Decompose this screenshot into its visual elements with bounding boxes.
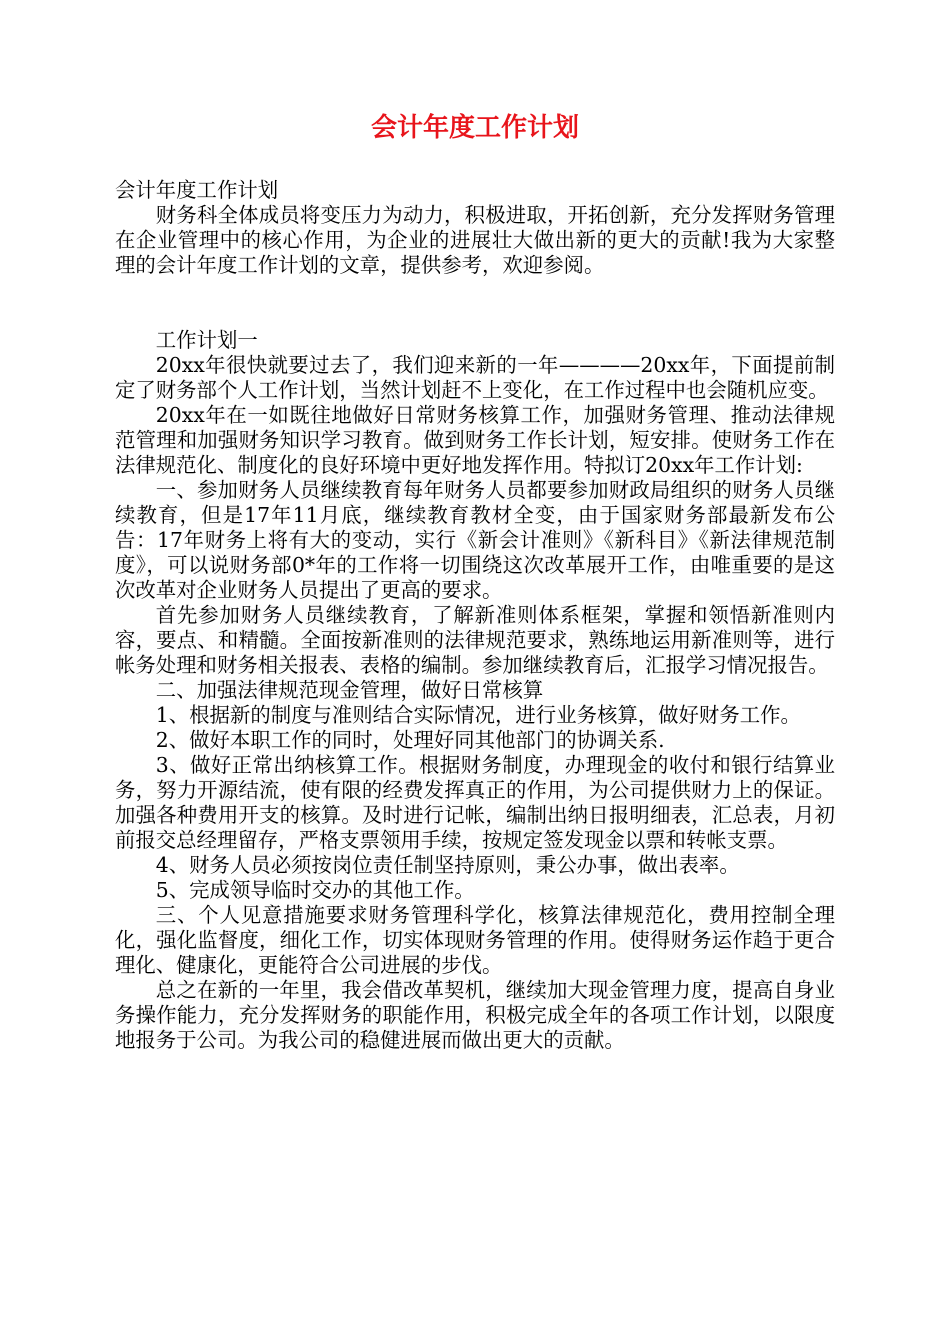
paragraph: 5、完成领导临时交办的其他工作。	[155, 878, 475, 902]
paragraph: 1、根据新的制度与准则结合实际情况，进行业务核算，做好财务工作。	[155, 703, 801, 727]
paragraph: 2、做好本职工作的同时，处理好同其他部门的协调关系.	[155, 728, 665, 752]
paragraph-spacer	[115, 278, 835, 328]
paragraph: 首先参加财务人员继续教育，了解新准则体系框架，掌握和领悟新准则内容，要点、和精髓。全面按新准则的法律规范要求，熟练地运用新准则等，进行帐务处理和财务相关报表、表格的编制。参加继续教育后，汇报学习情况报告。	[115, 603, 835, 677]
document-body	[115, 178, 835, 1053]
paragraph: 二、加强法律规范现金管理，做好日常核算	[155, 678, 544, 702]
paragraph: 3、做好正常出纳核算工作。根据财务制度，办理现金的收付和银行结算业务，努力开源结流，使有限的经费发挥真正的作用，为公司提供财力上的保证。加强各种费用开支的核算。及时进行记帐，编制出纳日报明细表，汇总表，月初前报交总经理留存，严格支票领用手续，按规定签发现金以票和转帐支票。	[115, 753, 835, 852]
paragraph: 会计年度工作计划	[115, 178, 279, 202]
paragraph: 总之在新的一年里，我会借改革契机，继续加大现金管理力度，提高自身业务操作能力，充分发挥财务的职能作用，积极完成全年的各项工作计划，以限度地报务于公司。为我公司的稳健进展而做出更大的贡献。	[115, 978, 835, 1052]
paragraph: 三、个人见意措施要求财务管理科学化，核算法律规范化，费用控制全理化，强化监督度，细化工作，切实体现财务管理的作用。使得财务运作趋于更合理化、健康化，更能符合公司进展的步伐。	[115, 903, 835, 977]
paragraph: 一、参加财务人员继续教育每年财务人员都要参加财政局组织的财务人员继续教育，但是17年11月底，继续教育教材全变，由于国家财务部最新发布公告：17年财务上将有大的变动，实行《新会计准则》《新科目》《新法律规范制度》，可以说财务部0*年的工作将一切围绕这次改革展开工作，由唯重要的是这次改革对企业财务人员提出了更高的要求。	[115, 478, 835, 602]
document-title: 会计年度工作计划	[370, 113, 579, 143]
paragraph: 20xx年在一如既往地做好日常财务核算工作，加强财务管理、推动法律规范管理和加强财务知识学习教育。做到财务工作长计划，短安排。使财务工作在法律规范化、制度化的良好环境中更好地发挥作用。特拟订20xx年工作计划:	[115, 403, 835, 477]
paragraph: 财务科全体成员将变压力为动力，积极进取，开拓创新，充分发挥财务管理在企业管理中的核心作用，为企业的进展壮大做出新的更大的贡献!我为大家整理的会计年度工作计划的文章，提供参考，欢迎参阅。	[115, 203, 835, 277]
paragraph: 4、财务人员必须按岗位责任制坚持原则，秉公办事，做出表率。	[155, 853, 740, 877]
paragraph: 20xx年很快就要过去了，我们迎来新的一年————20xx年，下面提前制定了财务部个人工作计划，当然计划赶不上变化，在工作过程中也会随机应变。	[115, 353, 835, 402]
paragraph: 工作计划一	[155, 328, 258, 352]
